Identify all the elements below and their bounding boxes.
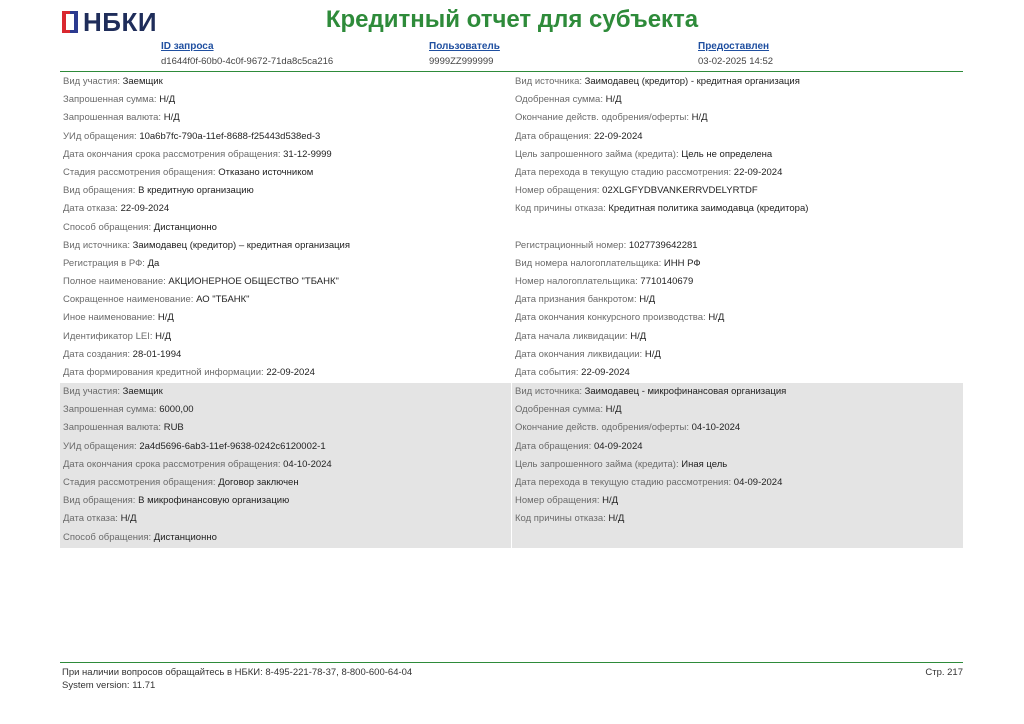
field-row	[512, 255, 963, 273]
field-row	[512, 146, 963, 164]
field-label: Вид номера налогоплательщика:	[515, 257, 662, 269]
field-value: 2a4d5696-6ab3-11ef-9638-0242c6120002-1	[139, 440, 326, 452]
field-label: Запрошенная сумма:	[63, 94, 157, 106]
field-row	[60, 419, 511, 437]
field-row	[512, 182, 963, 200]
field-label: Дата окончания срока рассмотрения обращения:	[63, 148, 281, 160]
field-row	[512, 328, 963, 346]
field-label: Код причины отказа:	[515, 513, 606, 525]
field-label: Вид участия:	[63, 76, 120, 87]
application-block-2	[60, 383, 963, 548]
field-row	[60, 510, 511, 528]
header-divider	[60, 71, 963, 72]
field-row	[512, 273, 963, 291]
field-label: Вид обращения:	[63, 185, 136, 197]
request-id-value: d1644f0f-60b0-4c0f-9672-71da8c5ca216	[161, 56, 334, 67]
field-row	[60, 200, 511, 218]
field-label: Дата события:	[515, 367, 579, 378]
field-row	[512, 128, 963, 146]
field-label: Дата перехода в текущую стадию рассмотрения:	[515, 166, 732, 178]
field-label: Дата окончания ликвидации:	[515, 348, 643, 360]
field-value: Н/Д	[639, 294, 656, 306]
field-label: Номер налогоплательщика:	[515, 276, 638, 288]
application-block-2-left	[60, 383, 512, 548]
field-label: Дата обращения:	[515, 130, 592, 142]
field-value: Н/Д	[605, 94, 622, 106]
field-value: Н/Д	[120, 513, 137, 525]
field-row	[60, 529, 511, 547]
field-row	[60, 164, 511, 182]
field-row	[512, 164, 963, 182]
field-label: Цель запрошенного займа (кредита):	[515, 458, 679, 470]
field-label: Иное наименование:	[63, 312, 156, 324]
field-label: УИд обращения:	[63, 440, 137, 452]
field-value: 7710140679	[640, 276, 694, 288]
field-value: Н/Д	[708, 312, 725, 324]
field-row	[512, 219, 963, 237]
field-value: 22-09-2024	[266, 367, 315, 378]
field-value: АО "ТБАНК"	[196, 294, 250, 306]
field-value: Н/Д	[602, 495, 619, 507]
field-row	[60, 438, 511, 456]
field-value: Н/Д	[163, 112, 180, 124]
field-row	[60, 273, 511, 291]
field-value: Н/Д	[157, 312, 174, 324]
field-value: Н/Д	[608, 513, 625, 525]
field-value: 22-09-2024	[581, 367, 630, 378]
footer-divider	[60, 662, 963, 663]
field-value: 6000,00	[159, 404, 194, 416]
field-value: Иная цель	[681, 458, 728, 470]
field-row	[512, 237, 963, 255]
field-value: Дистанционно	[153, 221, 217, 233]
field-row	[60, 146, 511, 164]
page-number: Стр. 217	[925, 667, 963, 678]
field-row	[60, 364, 511, 382]
field-row	[512, 73, 963, 91]
field-row	[512, 383, 963, 401]
field-label: Цель запрошенного займа (кредита):	[515, 148, 679, 160]
field-label: Стадия рассмотрения обращения:	[63, 166, 216, 178]
field-label: Дата отказа:	[63, 203, 118, 215]
field-label: Дата формирования кредитной информации:	[63, 367, 264, 378]
field-label: Запрошенная валюта:	[63, 422, 162, 434]
field-row	[60, 309, 511, 327]
field-value: Заимодавец (кредитор) – кредитная организация	[132, 239, 350, 251]
field-label: Окончание действ. одобрения/оферты:	[515, 422, 689, 434]
field-row	[60, 109, 511, 127]
field-value: Н/Д	[644, 348, 661, 360]
field-label: Дата окончания конкурсного производства:	[515, 312, 706, 324]
field-value: Н/Д	[155, 330, 172, 342]
field-label: Одобренная сумма:	[515, 404, 603, 416]
field-value: 04-10-2024	[283, 458, 332, 470]
field-value: 10a6b7fc-790a-11ef-8688-f25443d538ed-3	[139, 130, 321, 142]
application-block-1-right	[512, 73, 963, 382]
field-row	[60, 219, 511, 237]
field-label: Код причины отказа:	[515, 203, 606, 215]
field-value: Заимодавец (кредитор) - кредитная организация	[584, 76, 800, 87]
field-row	[512, 401, 963, 419]
page-title: Кредитный отчет для субъекта	[325, 6, 699, 33]
field-label: Одобренная сумма:	[515, 94, 603, 106]
field-value: RUB	[163, 422, 184, 434]
field-label: Дата перехода в текущую стадию рассмотрения:	[515, 476, 732, 488]
field-label: Вид источника:	[515, 386, 582, 397]
field-label: Способ обращения:	[63, 531, 152, 543]
footer-version: System version: 11.71	[62, 680, 156, 691]
field-row	[60, 291, 511, 309]
field-value: 02XLGFYDBVANKERRVDELYRTDF	[602, 185, 758, 197]
field-value: 22-09-2024	[120, 203, 170, 215]
field-row	[512, 364, 963, 382]
field-row	[60, 474, 511, 492]
field-row	[512, 346, 963, 364]
field-value: ИНН РФ	[663, 257, 701, 269]
user-value: 9999ZZ999999	[429, 56, 494, 67]
field-label: Регистрация в РФ:	[63, 257, 145, 269]
field-label: Идентификатор LEI:	[63, 330, 153, 342]
field-value: 04-09-2024	[733, 476, 783, 488]
field-label: Вид участия:	[63, 386, 120, 397]
field-row	[512, 200, 963, 218]
field-label: Номер обращения:	[515, 185, 600, 197]
field-label: Дата отказа:	[63, 513, 118, 525]
field-value: 28-01-1994	[132, 348, 182, 360]
field-label: Запрошенная сумма:	[63, 404, 157, 416]
field-row	[512, 438, 963, 456]
field-row	[60, 73, 511, 91]
provided-value: 03-02-2025 14:52	[698, 56, 774, 67]
field-label: Вид обращения:	[63, 495, 136, 507]
field-row	[512, 492, 963, 510]
field-row	[60, 128, 511, 146]
field-value: Отказано источником	[218, 166, 314, 178]
field-value: Кредитная политика заимодавца (кредитора)	[608, 203, 809, 215]
request-id-label: ID запроса	[161, 41, 214, 52]
field-value: Цель не определена	[681, 148, 773, 160]
field-label: Дата обращения:	[515, 440, 592, 452]
field-label: Дата создания:	[63, 348, 131, 360]
field-value: Заемщик	[122, 76, 163, 87]
field-label: Номер обращения:	[515, 495, 600, 507]
field-row	[512, 291, 963, 309]
field-row	[60, 255, 511, 273]
field-label: Сокращенное наименование:	[63, 294, 194, 306]
field-value: Договор заключен	[218, 476, 299, 488]
field-row	[60, 91, 511, 109]
footer-contact: При наличии вопросов обращайтесь в НБКИ: 8-495-221-78-37, 8-800-600-64-04	[62, 667, 413, 678]
field-label: Запрошенная валюта:	[63, 112, 162, 124]
field-value: В микрофинансовую организацию	[138, 495, 290, 507]
field-value: Н/Д	[605, 404, 622, 416]
field-value: В кредитную организацию	[138, 185, 254, 197]
field-label: Регистрационный номер:	[515, 239, 627, 251]
field-row	[512, 419, 963, 437]
field-row	[512, 474, 963, 492]
application-block-1-left	[60, 73, 511, 382]
field-row	[512, 456, 963, 474]
field-value: Дистанционно	[153, 531, 217, 543]
logo-text: НБКИ	[83, 6, 158, 37]
field-row	[60, 401, 511, 419]
field-label: Стадия рассмотрения обращения:	[63, 476, 216, 488]
field-value: 04-09-2024	[593, 440, 643, 452]
field-value: 22-09-2024	[593, 130, 643, 142]
field-value: Заемщик	[122, 386, 163, 397]
field-label: УИд обращения:	[63, 130, 137, 142]
field-row	[60, 182, 511, 200]
provided-label: Предоставлен	[698, 41, 770, 52]
field-value: 04-10-2024	[691, 422, 741, 434]
field-value: Н/Д	[691, 112, 708, 124]
field-label: Дата окончания срока рассмотрения обращения:	[63, 458, 281, 470]
field-row	[512, 91, 963, 109]
field-row	[512, 309, 963, 327]
field-value: 31-12-9999	[283, 148, 332, 160]
field-value: Да	[147, 257, 160, 269]
field-value: Н/Д	[630, 330, 647, 342]
field-row	[512, 510, 963, 528]
field-label: Полное наименование:	[63, 276, 166, 288]
field-value: АКЦИОНЕРНОЕ ОБЩЕСТВО "ТБАНК"	[168, 276, 339, 288]
user-label: Пользователь	[429, 41, 500, 52]
field-value: Заимодавец - микрофинансовая организация	[584, 386, 787, 397]
field-row	[60, 346, 511, 364]
field-label: Окончание действ. одобрения/оферты:	[515, 112, 689, 124]
field-value: Н/Д	[159, 94, 176, 106]
field-label: Вид источника:	[63, 239, 130, 251]
field-row	[60, 328, 511, 346]
field-row	[60, 456, 511, 474]
field-label: Вид источника:	[515, 76, 582, 87]
field-label: Способ обращения:	[63, 221, 152, 233]
field-row	[60, 492, 511, 510]
field-row	[512, 109, 963, 127]
field-value: 1027739642281	[628, 239, 698, 251]
field-label: Дата признания банкротом:	[515, 294, 637, 306]
field-row	[60, 383, 511, 401]
field-row	[60, 237, 511, 255]
application-block-2-right	[512, 383, 963, 548]
field-value: 22-09-2024	[733, 166, 783, 178]
application-block-1	[60, 73, 963, 383]
field-label: Дата начала ликвидации:	[515, 330, 628, 342]
